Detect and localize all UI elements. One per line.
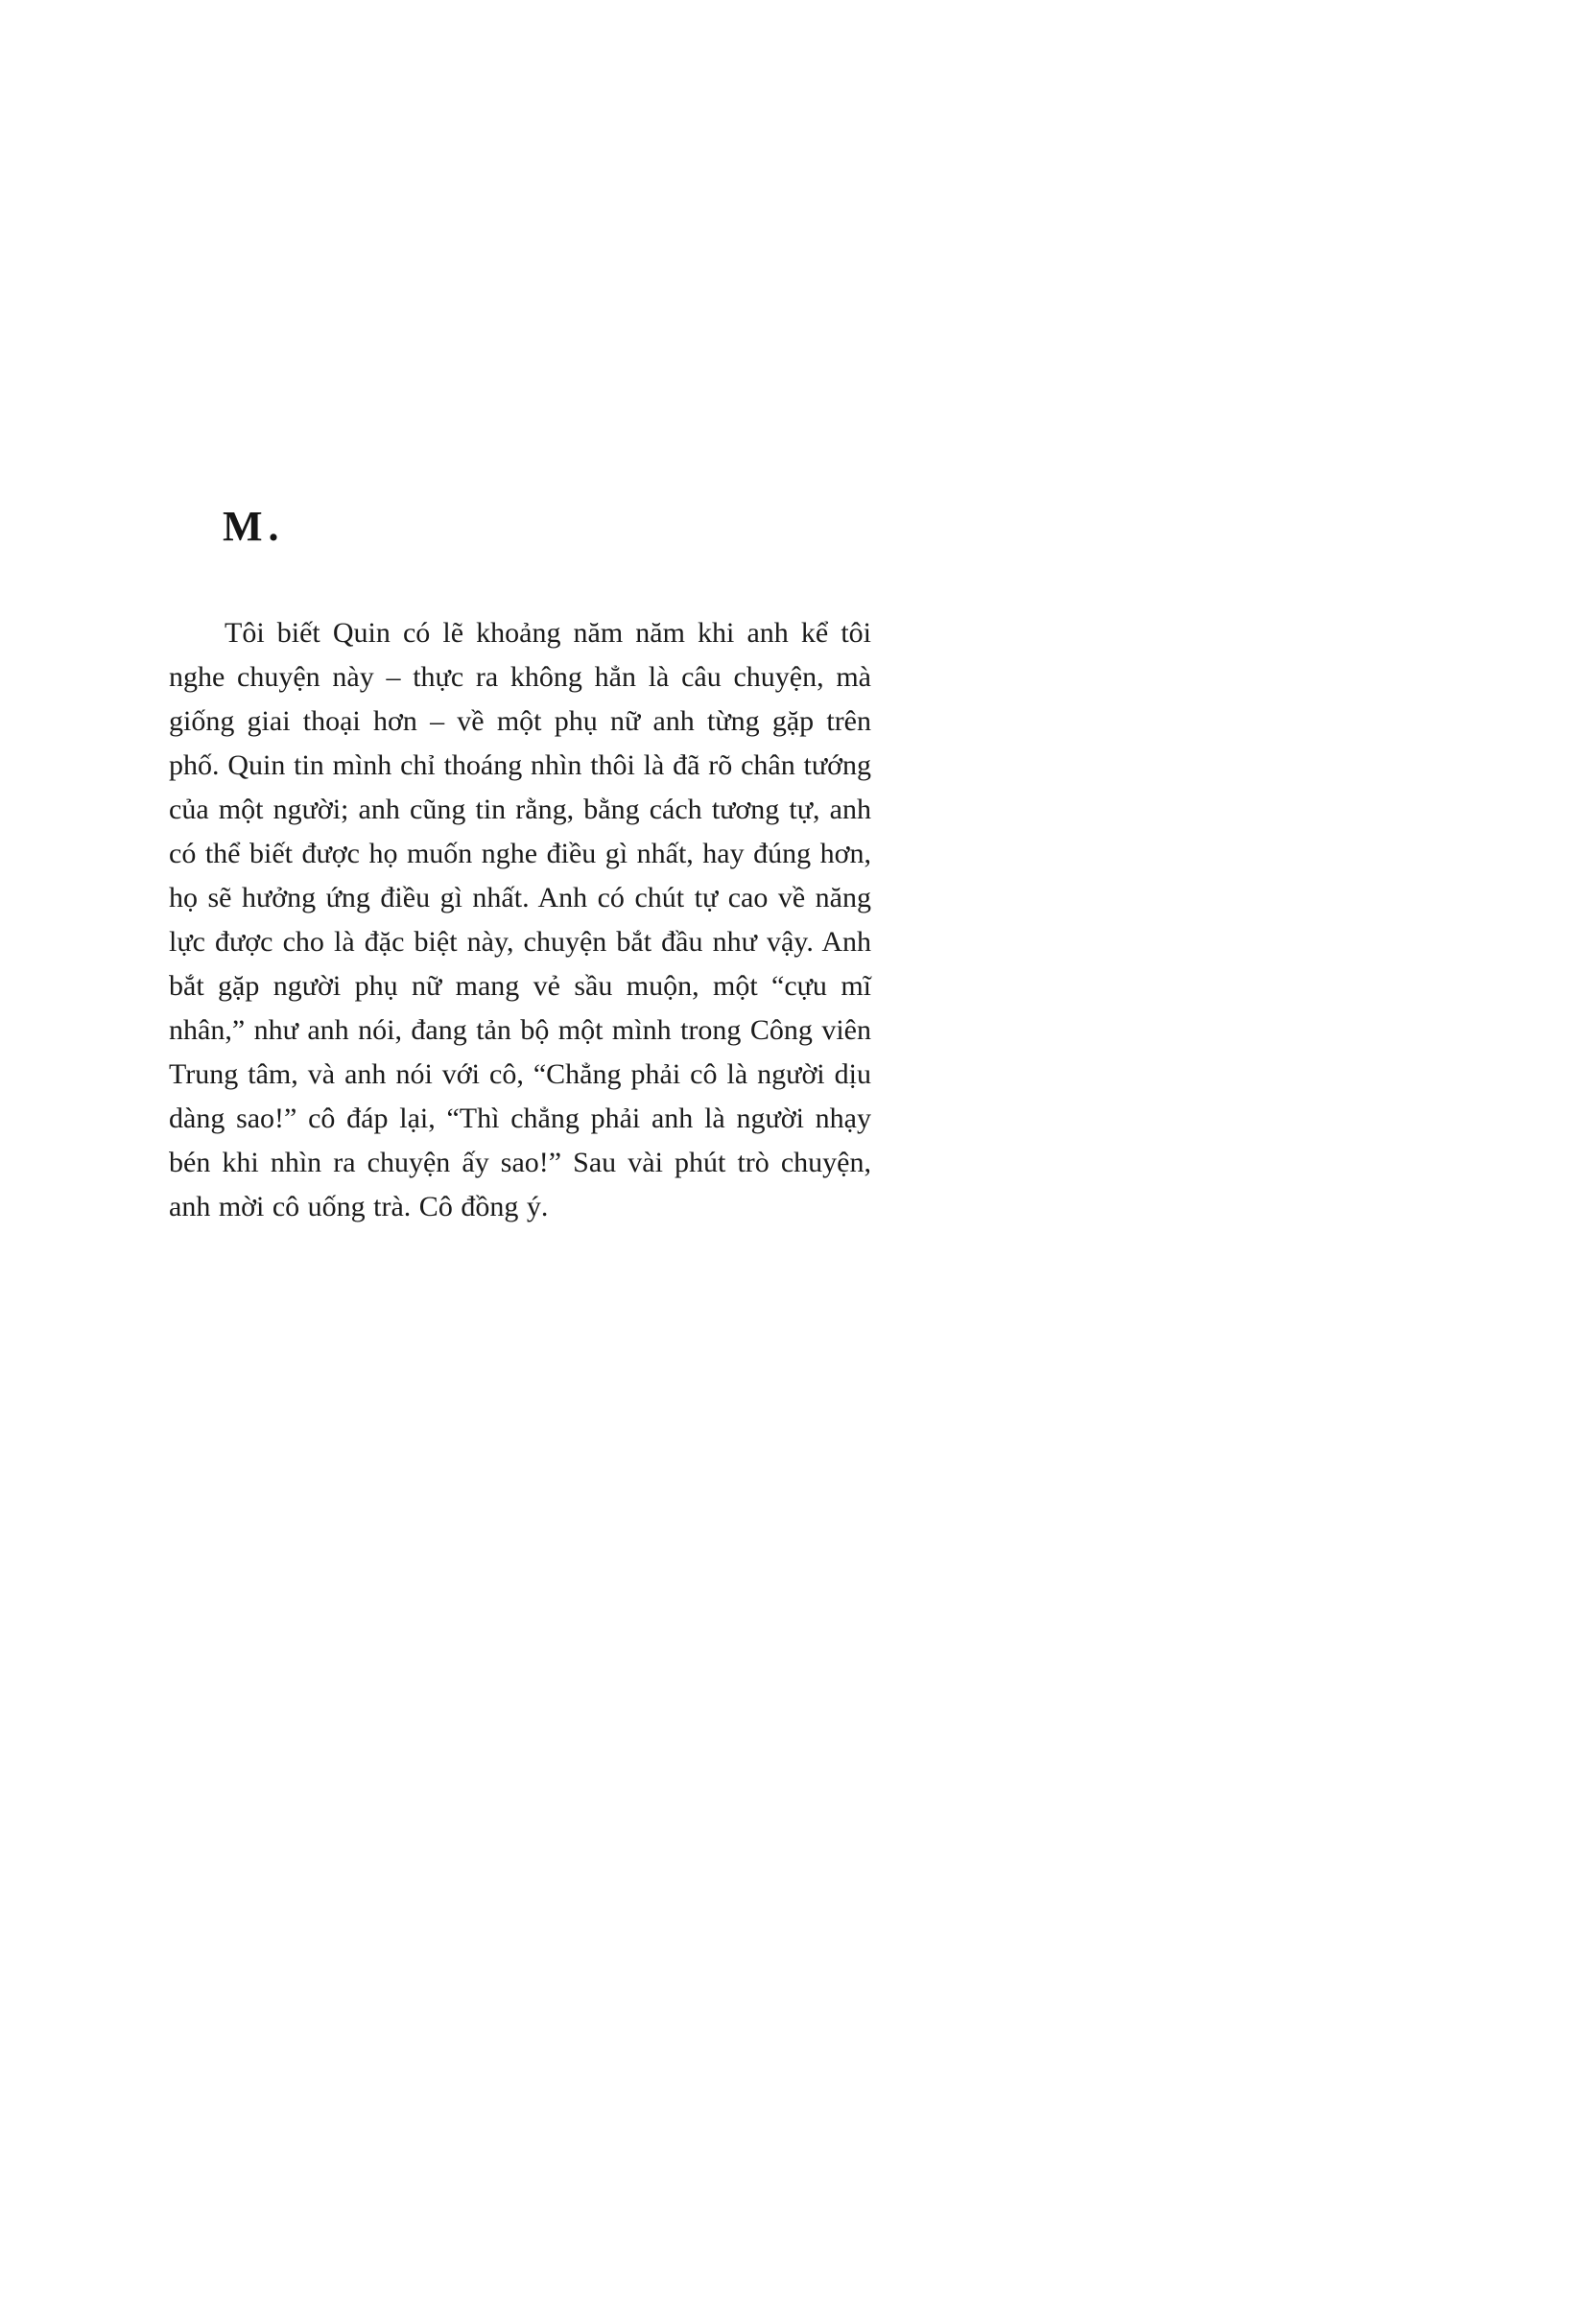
body-paragraph: Tôi biết Quin có lẽ khoảng năm năm khi anh kể tôi nghe chuyện này – thực ra không hẳn là câu chuyện, mà giống giai thoại hơn – về một phụ nữ anh từng gặp trên phố. Quin tin mình chỉ thoáng nhìn thôi là đã rõ chân tướng của một người; anh cũng tin rằng, bằng cách tương tự, anh có thể biết được họ muốn nghe điều gì nhất, hay đúng hơn, họ sẽ hưởng ứng điều gì nhất. Anh có chút tự cao về năng lực được cho là đặc biệt này, chuyện bắt đầu như vậy. Anh bắt gặp người phụ nữ mang vẻ sầu muộn, một “cựu mĩ nhân,” như anh nói, đang tản bộ một mình trong Công viên Trung tâm, và anh nói với cô, “Chẳng phải cô là người dịu dàng sao!” cô đáp lại, “Thì chẳng phải anh là người nhạy bén khi nhìn ra chuyện ấy sao!” Sau vài phút trò chuyện, anh mời cô uống trà. Cô đồng ý.: [169, 617, 871, 1222]
page-content: [169, 503, 871, 1229]
chapter-heading: M.: [223, 503, 285, 550]
